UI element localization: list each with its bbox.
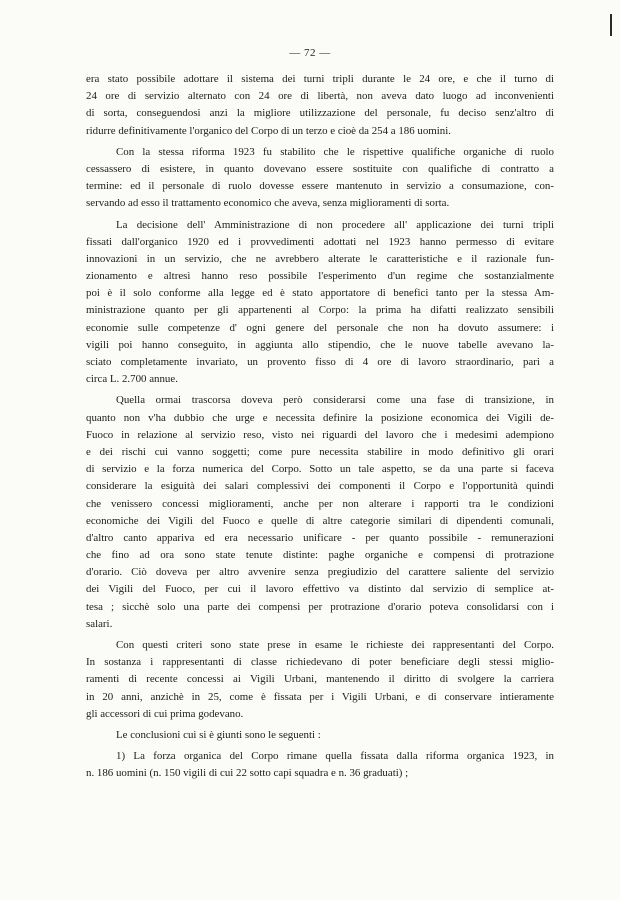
text-line: Le conclusioni cui si è giunti sono le seguenti : — [116, 728, 321, 741]
page-edge-line — [610, 14, 612, 36]
page-number: — 72 — — [289, 47, 331, 59]
text-line: Fuoco in relazione al servizio reso, visto nei riguardi del lavoro che i medesimi adempiono — [86, 428, 554, 441]
paragraph — [86, 727, 554, 744]
text-line: La decisione dell' Amministrazione di non procedere all' applicazione dei turni tripli — [116, 218, 554, 231]
text-line: e dei rischi cui vanno soggetti; come pure necessita stabilire in modo definitivo gli orari — [86, 445, 554, 458]
text-line: era stato possibile adottare il sistema dei turni tripli durante le 24 ore, e che il turno di — [86, 73, 554, 85]
text-line: servando ad esso il trattamento economico che aveva, senza miglioramenti di sorta. — [86, 197, 450, 210]
text-line: zionamento e altresì hanno reso possibile l'esperimento d'un regime che sostanzialmente — [86, 270, 554, 283]
text-line: fissati dall'organico 1920 ed i provvedimenti adottati nel 1923 hanno permesso di evitare — [86, 235, 554, 248]
text-line: 1) La forza organica del Corpo rimane quella fissata dalla riforma organica 1923, in — [116, 750, 554, 763]
text-line: vigili poi hanno conseguito, in aggiunta allo stipendio, che le nuove tabelle avevano la- — [86, 338, 554, 351]
text-line: di sorta, conseguendosi anzi la migliore utilizzazione del personale, fu deciso senz'altro di — [86, 107, 554, 120]
text-line: quanto non v'ha dubbio che urge e necessita definire la posizione economica dei Vigili de- — [86, 411, 554, 424]
text-line: salari. — [86, 617, 113, 630]
text-line: n. 186 uomini (n. 150 vigili di cui 22 sotto capi squadra e n. 36 graduati) ; — [86, 767, 409, 780]
text-line: d'orario. Ciò doveva per altro avvenire senza pregiudizio del carattere saliente del servizio — [86, 566, 554, 579]
text-line: in 20 anni, anzichè in 25, come è fissata per i Vigili Urbani, e di conservare intieramente — [86, 690, 554, 703]
text-line: poi è il solo conforme alla legge ed è stato apportatore di benefici tanto per la stessa Am- — [86, 287, 554, 300]
paragraph — [86, 392, 554, 633]
text-line: termine: ed il personale di ruolo dovesse essere mantenuto in servizio a consumazione, con- — [86, 180, 554, 193]
text-line: cessassero di esistere, in quanto dovevano essere sostituite con qualifiche di contratto a — [86, 162, 554, 175]
text-line: dei Vigili del Fuoco, per cui il lavoro effettivo va distinto dal servizio di semplice at- — [86, 583, 554, 596]
text-line: economiche dei Vigili del Fuoco e quelle di altre categorie similari di dipendenti comunali, — [86, 514, 554, 527]
text-line: ministrazione quanto per gli appartenenti al Corpo: la prima ha difatti realizzato sensibili — [86, 304, 554, 317]
text-line: circa L. 2.700 annue. — [86, 373, 178, 386]
text-line: 24 ore di servizio alternato con 24 ore di libertà, non aveva dato luogo ad inconvenienti — [86, 90, 554, 103]
paragraph — [86, 748, 554, 782]
text-line: In sostanza i rappresentanti di classe richiedevano di poter beneficiare degli stessi miglio- — [86, 656, 554, 669]
paragraph — [86, 217, 554, 389]
text-line: Quella ormai trascorsa doveva però considerarsi come una fase di transizione, in — [116, 394, 554, 407]
text-line: considerare la esiguità dei salari complessivi dei componenti il Corpo e l'opportunità quindi — [86, 480, 554, 493]
text-line: economie sulle competenze d' ogni genere del personale che non ha dovuto assumere: i — [86, 321, 554, 334]
paragraph — [86, 144, 554, 213]
text-line: che venissero concessi miglioramenti, anche per non alterare i rapporti tra le condizioni — [86, 497, 554, 510]
document-body — [86, 71, 554, 783]
paragraph — [86, 637, 554, 723]
text-line: innovazioni in un servizio, che ne avrebbero alterate le caratteristiche e il razionale fun- — [86, 252, 554, 265]
text-line: ramenti di recente concessi ai Vigili Urbani, mantenendo il diritto di svolgere la carriera — [86, 673, 554, 686]
text-line: che fino ad ora sono state tenute distinte: paghe organiche e compensi di protrazione — [86, 549, 554, 562]
paragraph — [86, 71, 554, 140]
text-line: gli accessori di cui prima godevano. — [86, 707, 244, 720]
text-line: Con la stessa riforma 1923 fu stabilito che le rispettive qualifiche organiche di ruolo — [116, 145, 554, 158]
text-line: sciato completamente invariato, un provento fisso di 4 ore di lavoro straordinario, pari a — [86, 356, 554, 368]
text-line: ridurre definitivamente l'organico del Corpo di un terzo e cioè da 254 a 186 uomini. — [86, 124, 451, 137]
text-line: d'altro canto appariva ed era necessario unificare - per quanto possibile - remunerazioni — [86, 531, 554, 544]
text-line: di servizio e la forza numerica del Corpo. Sotto un tale aspetto, se da una parte si faceva — [86, 463, 554, 476]
text-line: Con questi criteri sono state prese in esame le richieste dei rappresentanti del Corpo. — [116, 639, 554, 651]
text-line: tesa ; sicchè solo una parte dei compensi per protrazione d'orario poteva consolidarsi con i — [86, 600, 554, 613]
